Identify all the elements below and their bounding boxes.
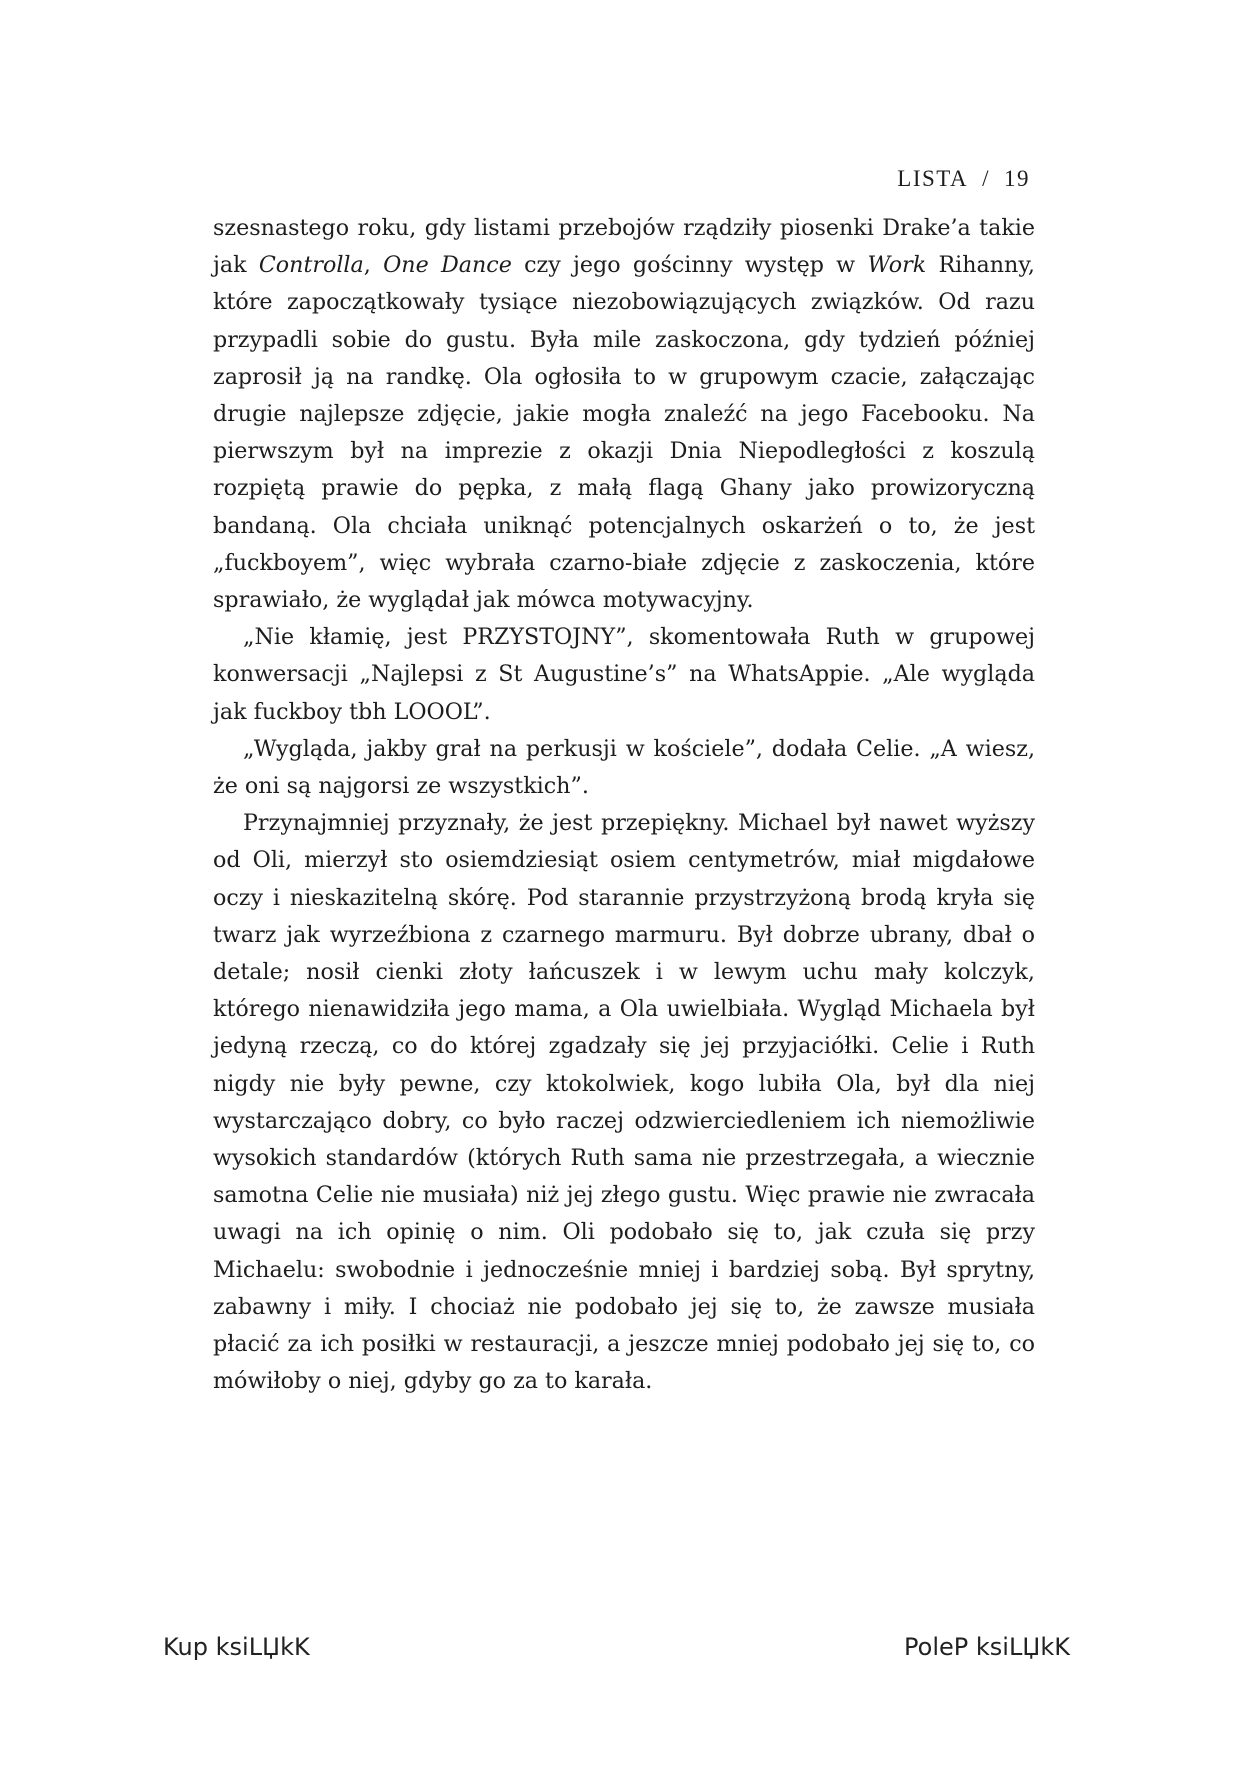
italic-title: One Dance bbox=[383, 252, 512, 279]
paragraph bbox=[213, 619, 1035, 731]
recommend-book-link[interactable]: PoleP ksiLЏkK bbox=[904, 1633, 1070, 1661]
italic-title: Work bbox=[867, 252, 927, 279]
header-separator: / bbox=[982, 166, 990, 191]
paragraph bbox=[213, 805, 1035, 1400]
text-run: „Nie kłamię, jest PRZYSTOJNY”, skomentowała Ruth w grupowej konwersacji „Najlepsi z St Augustine’s” na WhatsAppie. „Ale wygląda jak fuckboy tbh LOOOL”. bbox=[213, 624, 1035, 725]
body-text bbox=[213, 210, 1035, 1401]
buy-book-link[interactable]: Kup ksiLЏkK bbox=[163, 1633, 310, 1661]
running-title: LISTA bbox=[897, 166, 969, 191]
text-run: „Wygląda, jakby grał na perkusji w kościele”, dodała Celie. „A wiesz, że oni są najgorsi ze wszystkich”. bbox=[213, 735, 1035, 800]
paragraph bbox=[213, 210, 1035, 619]
italic-title: Controlla bbox=[258, 252, 364, 279]
paragraph bbox=[213, 731, 1035, 805]
running-header bbox=[883, 140, 1030, 192]
text-run: czy jego gościnny występ w bbox=[511, 252, 868, 279]
text-run: Rihanny, które zapoczątkowały tysiące niezobowiązujących związków. Od razu przypadli sobie do gustu. Była mile zaskoczona, gdy tydzień później zaprosił ją na randkę. Ola ogłosiła to w grupowym czacie, załączając drugie najlepsze zdjęcie, jakie mogła znaleźć na jego Facebooku. Na pierwszym był na imprezie z okazji Dnia Niepodległości z koszulą rozpiętą prawie do pępka, z małą flagą Ghany jako prowizoryczną bandaną. Ola chciała uniknąć potencjalnych oskarżeń o to, że jest „fuckboyem”, więc wybrała czarno-białe zdjęcie z zaskoczenia, które sprawiało, że wyglądał jak mówca motywacyjny. bbox=[213, 252, 1035, 614]
text-run: Przynajmniej przyznały, że jest przepiękny. Michael był nawet wyższy od Oli, mierzył sto osiemdziesiąt osiem centymetrów, miał migdałowe oczy i nieskazitelną skórę. Pod starannie przystrzyżoną brodą kryła się twarz jak wyrzeźbiona z czarnego marmuru. Był dobrze ubrany, dbał o detale; nosił cienki złoty łańcuszek i w lewym uchu mały kolczyk, którego nienawidziła jego mama, a Ola uwielbiała. Wygląd Michaela był jedyną rzeczą, co do której zgadzały się jej przyjaciółki. Celie i Ruth nigdy nie były pewne, czy ktokolwiek, kogo lubiła Ola, był dla niej wystarczająco dobry, co było raczej odzwierciedleniem ich niemożliwie wysokich standardów (których Ruth sama nie przestrzegała, a wiecznie samotna Celie nie musiała) niż jej złego gustu. Więc prawie nie zwracała uwagi na ich opinię o nim. Oli podobało się to, jak czuła się przy Michaelu: swobodnie i jednocześnie mniej i bardziej sobą. Był sprytny, zabawny i miły. I chociaż nie podobało jej się to, że zawsze musiała płacić za ich posiłki w restauracji, a jeszcze mniej podobało jej się to, co mówiłoby o niej, gdyby go za to karała. bbox=[213, 810, 1035, 1395]
page-number: 19 bbox=[1004, 166, 1030, 191]
text-run: szesnastego roku, gdy listami przebojów rządziły piosenki Drake’a takie jak bbox=[213, 215, 1035, 279]
text-run: , bbox=[363, 252, 384, 279]
